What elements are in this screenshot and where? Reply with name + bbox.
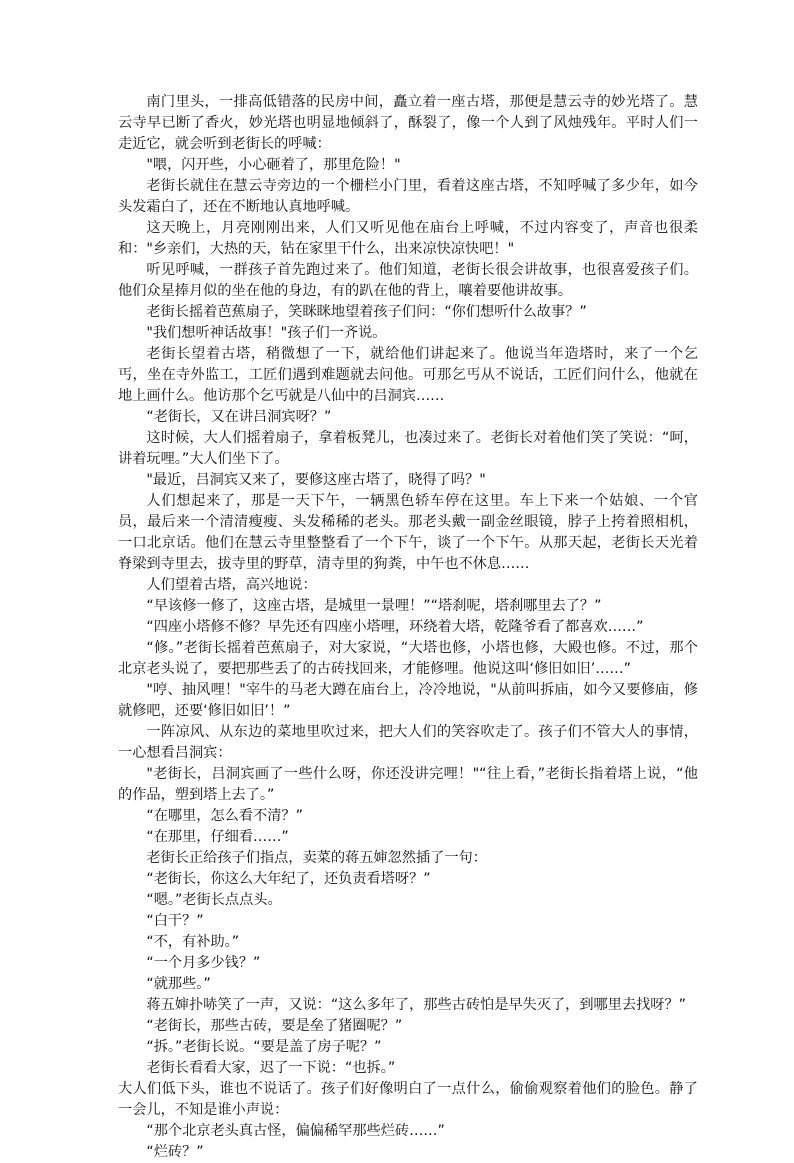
paragraph: “拆。”老街长说。“要是盖了房子呢？” — [146, 1039, 382, 1055]
paragraph: “早该修一修了，这座古塔，是城里一景哩！”“塔刹呢，塔刹哪里去了？” — [146, 598, 602, 614]
paragraph: 老街长看看大家，迟了一下说：“也拆。” — [146, 1060, 396, 1076]
paragraph: “四座小塔修不修？早先还有四座小塔哩，环绕着大塔，乾隆爷看了都喜欢……” — [146, 619, 644, 635]
paragraph: 听见呼喊，一群孩子首先跑过来了。他们知道，老街长很会讲故事，也很喜爱孩子们。他们众星捧月似的坐在他的身边，有的趴在他的背上，嚷着要他讲故事。 — [118, 262, 698, 299]
paragraph: 人们想起来了，那是一天下午，一辆黑色轿车停在这里。车上下来一个姑娘、一个官员，最后来一个清清瘦瘦、头发稀稀的老头。那老头戴一副金丝眼镜，脖子上挎着照相机，一口北京话。他们在慧云寺里整整看了一个下午，谈了一个下午。从那天起，老街长天光着脊梁到寺里去，拔寺里的野草，清寺里的狗粪，中午也不休息…… — [118, 493, 698, 572]
paragraph: 南门里头，一排高低错落的民房中间，矗立着一座古塔，那便是慧云寺的妙光塔了。慧云寺早已断了香火，妙光塔也明显地倾斜了，酥裂了，像一个人到了风烛残年。平时人们一走近它，就会听到老街长的呼喊： — [118, 94, 698, 152]
paragraph: “在哪里，怎么看不清？” — [146, 808, 303, 824]
paragraph: “不，有补助。” — [146, 934, 240, 950]
paragraph: 人们望着古塔，高兴地说： — [146, 577, 317, 593]
paragraph: 老街长正给孩子们指点，卖菜的蒋五婶忽然插了一句： — [146, 850, 487, 866]
paragraph: "喂，闪开些，小心砸着了，那里危险！" — [146, 157, 401, 173]
paragraph: “那个北京老头真古怪，偏偏稀罕那些烂砖……” — [146, 1123, 445, 1139]
paragraph: "最近，吕洞宾又来了，要修这座古塔了，晓得了吗？" — [146, 472, 486, 488]
paragraph: 老街长就住在慧云寺旁边的一个栅栏小门里，看着这座古塔，不知呼喊了多少年，如今头发霜白了，还在不断地认真地呼喊。 — [118, 178, 698, 215]
paragraph: 老街长望着古塔，稍微想了一下，就给他们讲起来了。他说当年造塔时，来了一个乞丐，坐在寺外监工，工匠们遇到难题就去问他。可那乞丐从不说话，工匠们问什么，他就在地上画什么。他访那个乞丐就是八仙中的吕洞宾…… — [118, 346, 698, 404]
paragraph: “在那里，仔细看……” — [146, 829, 289, 845]
paragraph: “老街长，你这么大年纪了，还负责看塔呀？” — [146, 871, 431, 887]
paragraph: 一阵凉风、从东边的菜地里吹过来，把大人们的笑容吹走了。孩子们不管大人的事情，一心想看吕洞宾： — [118, 724, 698, 761]
paragraph: "哼、抽风哩！"宰牛的马老大蹲在庙台上，冷冷地说，"从前叫拆庙，如今又要修庙，修就修吧，还要‘修旧如旧’！” — [118, 682, 698, 719]
paragraph: 老街长摇着芭蕉扇子，笑眯眯地望着孩子们问：“你们想听什么故事？” — [146, 304, 587, 320]
paragraph: “就那些。” — [146, 976, 211, 992]
paragraph: “嗯。”老街长点点头。 — [146, 892, 282, 908]
paragraph: 大人们低下头，谁也不说话了。孩子们好像明白了一点什么，偷偷观察着他们的脸色。静了一会儿，不知是谁小声说： — [118, 1081, 698, 1118]
paragraph: 这天晚上，月亮刚刚出来，人们又听见他在庙台上呼喊，不过内容变了，声音也很柔和："乡亲们，大热的天，钻在家里干什么，出来凉快凉快吧！" — [118, 220, 698, 257]
paragraph: “老街长，又在讲吕洞宾呀？” — [146, 409, 332, 425]
paragraph: "老街长，吕洞宾画了一些什么呀，你还没讲完哩！"“往上看，”老街长指着塔上说，“他的作品，塑到塔上去了。” — [118, 766, 698, 803]
paragraph: 这时候，大人们摇着扇子，拿着板凳儿，也凑过来了。老街长对着他们笑了笑说：“呵，讲着玩哩。”大人们坐下了。 — [118, 430, 698, 467]
paragraph: 蒋五婶扑哧笑了一声，又说：“这么多年了，那些古砖怕是早失灭了，到哪里去找呀？” — [146, 997, 687, 1013]
paragraph: “一个月多少钱？” — [146, 955, 261, 971]
paragraph: “烂砖？” — [146, 1144, 204, 1160]
story-body — [118, 92, 698, 1163]
paragraph: “修。”老街长摇着芭蕉扇子，对大家说，“大塔也修，小塔也修，大殿也修。不过，那个北京老头说了，要把那些丢了的古砖找回来，才能修哩。他说这叫‘修旧如旧’……” — [118, 640, 698, 677]
paragraph: “老街长，那些古砖，要是垒了猪圈呢？” — [146, 1018, 403, 1034]
paragraph: "我们想听神话故事！"孩子们一齐说。 — [146, 325, 387, 341]
paragraph: “白干？” — [146, 913, 204, 929]
